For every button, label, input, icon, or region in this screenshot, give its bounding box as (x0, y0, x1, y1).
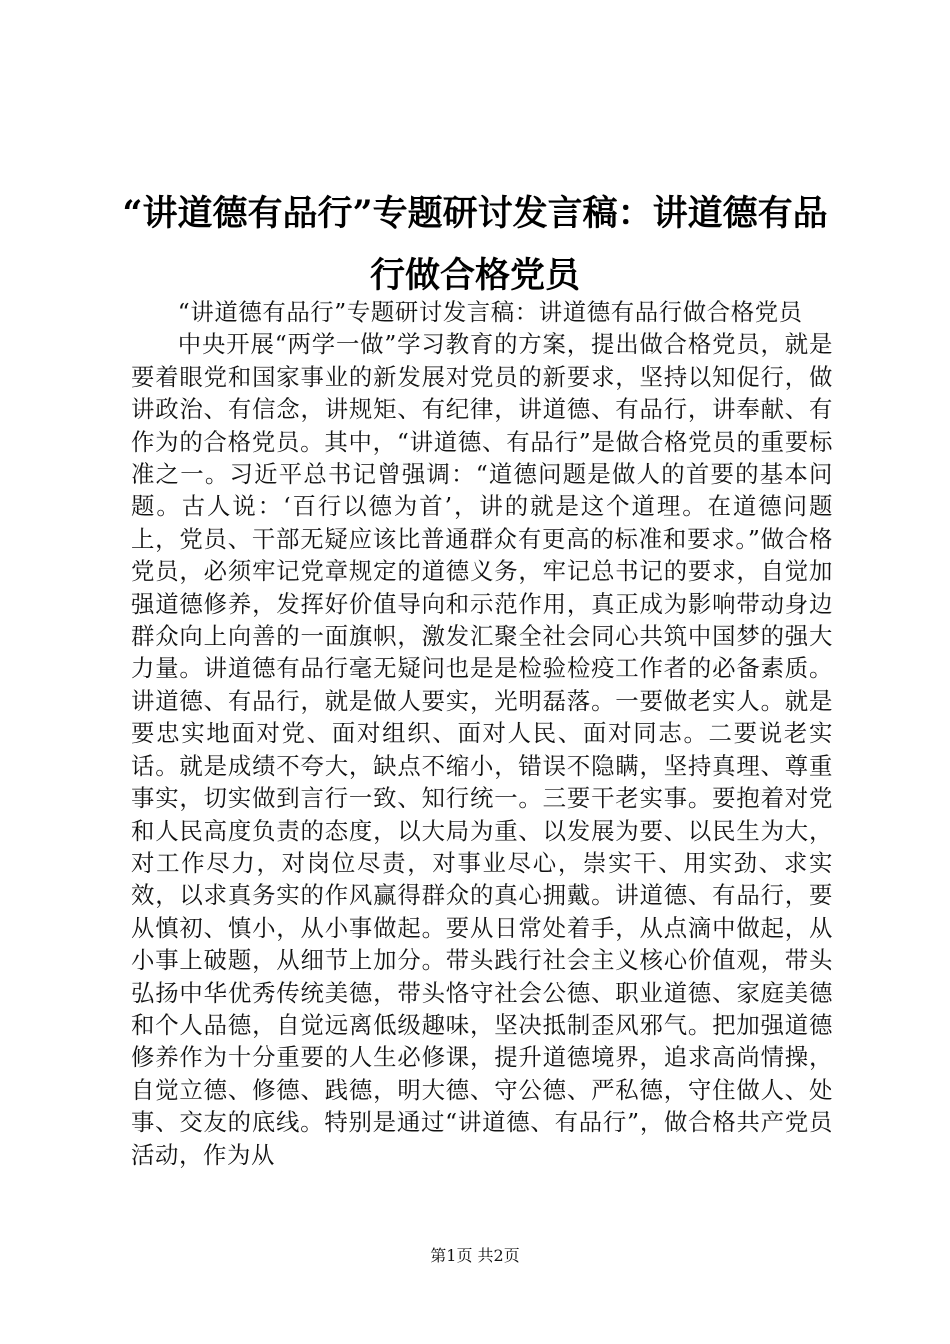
page-number-footer: 第1页 共2页 (430, 1246, 520, 1265)
document-title: “讲道德有品行”专题研讨发言稿：讲道德有品行做合格党员 (122, 193, 828, 296)
body-paragraph-subtitle: “讲道德有品行”专题研讨发言稿：讲道德有品行做合格党员 (177, 298, 803, 326)
document-body (131, 296, 833, 1171)
body-paragraph-main: 中央开展“两学一做”学习教育的方案，提出做合格党员，就是要着眼党和国家事业的新发展对党员的新要求，坚持以知促行，做讲政治、有信念，讲规矩、有纪律，讲道德、有品行，讲奉献、有作为的合格党员。其中，“讲道德、有品行”是做合格党员的重要标准之一。习近平总书记曾强调：“道德问题是做人的首要的基本问题。古人说：‘百行以德为首’，讲的就是这个道理。在道德问题上，党员、干部无疑应该比普通群众有更高的标准和要求。”做合格党员，必须牢记党章规定的道德义务，牢记总书记的要求，自觉加强道德修养，发挥好价值导向和示范作用，真正成为影响带动身边群众向上向善的一面旗帜，激发汇聚全社会同心共筑中国梦的强大力量。讲道德有品行毫无疑问也是是检验检疫工作者的必备素质。讲道德、有品行，就是做人要实，光明磊落。一要做老实人。就是要忠实地面对党、面对组织、面对人民、面对同志。二要说老实话。就是成绩不夸大，缺点不缩小，错误不隐瞒，坚持真理、尊重事实，切实做到言行一致、知行统一。三要干老实事。要抱着对党和人民高度负责的态度，以大局为重、以发展为要、以民生为大，对工作尽力，对岗位尽责，对事业尽心，崇实干、用实劲、求实效，以求真务实的作风赢得群众的真心拥戴。讲道德、有品行，要从慎初、慎小，从小事做起。要从日常处着手，从点滴中做起，从小事上破题，从细节上加分。带头践行社会主义核心价值观，带头弘扬中华优秀传统美德，带头恪守社会公德、职业道德、家庭美德和个人品德，自觉远离低级趣味，坚决抵制歪风邪气。把加强道德修养作为十分重要的人生必修课，提升道德境界，追求高尚情操，自觉立德、修德、践德，明大德、守公德、严私德，守住做人、处事、交友的底线。特别是通过“讲道德、有品行”，做合格共产党员活动，作为从 (131, 330, 833, 1169)
